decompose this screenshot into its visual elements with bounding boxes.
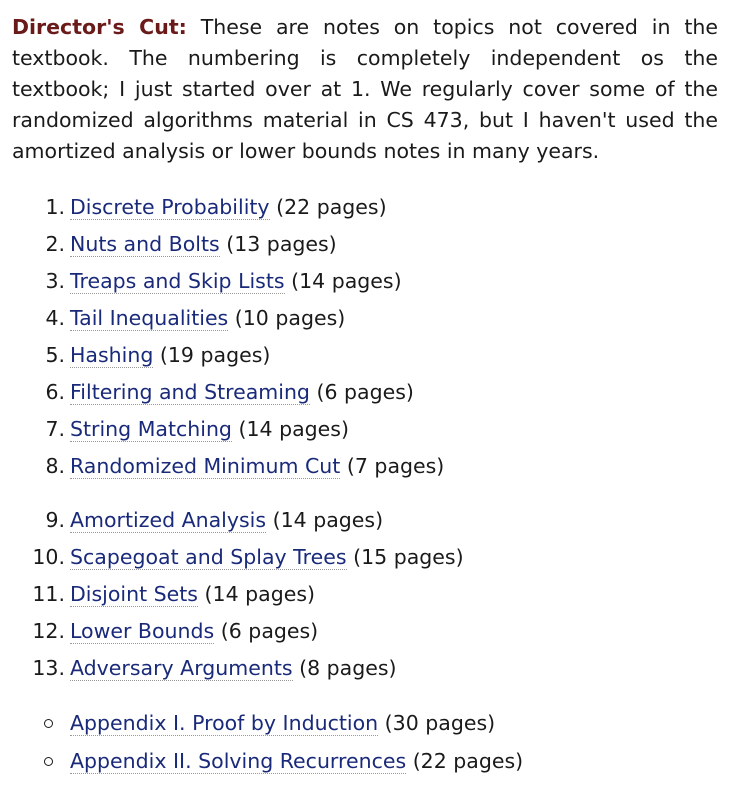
circle-bullet-icon: [44, 719, 53, 728]
note-link-hashing[interactable]: Hashing: [70, 343, 154, 367]
list-item: [0, 338, 735, 375]
item-number: 12.: [32, 619, 65, 643]
list-item: [0, 503, 735, 540]
list-item: [0, 577, 735, 614]
item-number: 6.: [45, 380, 65, 404]
list-item: [0, 744, 735, 781]
page-count: (6 pages): [316, 380, 414, 404]
page-count: (19 pages): [159, 343, 271, 367]
page-count: (6 pages): [220, 619, 319, 643]
note-link-nuts-and-bolts[interactable]: Nuts and Bolts: [70, 232, 220, 256]
note-link-treaps-and-skip-lists[interactable]: Treaps and Skip Lists: [70, 269, 285, 293]
list-item: [0, 449, 735, 486]
list-item: [0, 264, 735, 301]
list-item: [0, 227, 735, 264]
page-count: (14 pages): [238, 417, 349, 441]
page-count: (14 pages): [204, 582, 316, 606]
note-link-filtering-and-streaming[interactable]: Filtering and Streaming: [70, 380, 310, 404]
item-number: 8.: [45, 454, 65, 478]
page-count: (15 pages): [353, 545, 464, 569]
page-count: (13 pages): [226, 232, 337, 256]
page-count: (8 pages): [299, 656, 397, 680]
note-link-adversary-arguments[interactable]: Adversary Arguments: [70, 656, 293, 680]
item-number: 4.: [45, 306, 65, 330]
note-link-tail-inequalities[interactable]: Tail Inequalities: [70, 306, 229, 330]
note-link-appendix-induction[interactable]: Appendix I. Proof by Induction: [70, 711, 379, 735]
note-link-appendix-recurrences[interactable]: Appendix II. Solving Recurrences: [70, 749, 407, 773]
note-link-string-matching[interactable]: String Matching: [70, 417, 232, 441]
list-item: [0, 190, 735, 227]
page-count: (10 pages): [234, 306, 346, 330]
note-link-amortized-analysis[interactable]: Amortized Analysis: [70, 508, 267, 532]
intro-text: These are notes on topics not covered in the textbook. The numbering is completely independent os the textbook; I just started over at 1. We regularly cover some of the randomized algorithms material in CS 473, but I haven't used the amortized analysis or lower bounds notes in many years.: [12, 15, 718, 163]
item-number: 1.: [45, 195, 65, 219]
item-number: 5.: [45, 343, 65, 367]
note-link-disjoint-sets[interactable]: Disjoint Sets: [70, 582, 198, 606]
item-number: 11.: [32, 582, 65, 606]
list-item: [0, 540, 735, 577]
page-count: (7 pages): [346, 454, 445, 478]
page-count: (22 pages): [412, 749, 524, 773]
page-count: (30 pages): [384, 711, 496, 735]
list-item: [0, 301, 735, 338]
list-item: [0, 706, 735, 743]
circle-bullet-icon: [44, 757, 53, 766]
item-number: 13.: [32, 656, 65, 680]
list-item: [0, 614, 735, 651]
item-number: 3.: [45, 269, 65, 293]
list-item: [0, 412, 735, 449]
item-number: 2.: [45, 232, 65, 256]
note-link-randomized-minimum-cut[interactable]: Randomized Minimum Cut: [70, 454, 341, 478]
page-count: (14 pages): [291, 269, 402, 293]
note-link-discrete-probability[interactable]: Discrete Probability: [70, 195, 270, 219]
item-number: 10.: [32, 545, 65, 569]
list-item: [0, 651, 735, 688]
note-link-scapegoat-and-splay-trees[interactable]: Scapegoat and Splay Trees: [70, 545, 347, 569]
note-link-lower-bounds[interactable]: Lower Bounds: [70, 619, 215, 643]
page-count: (14 pages): [272, 508, 384, 532]
item-number: 7.: [45, 417, 65, 441]
page-count: (22 pages): [276, 195, 387, 219]
intro-lead: Director's Cut:: [12, 15, 187, 39]
list-item: [0, 375, 735, 412]
intro-paragraph: [12, 12, 718, 167]
item-number: 9.: [45, 508, 65, 532]
